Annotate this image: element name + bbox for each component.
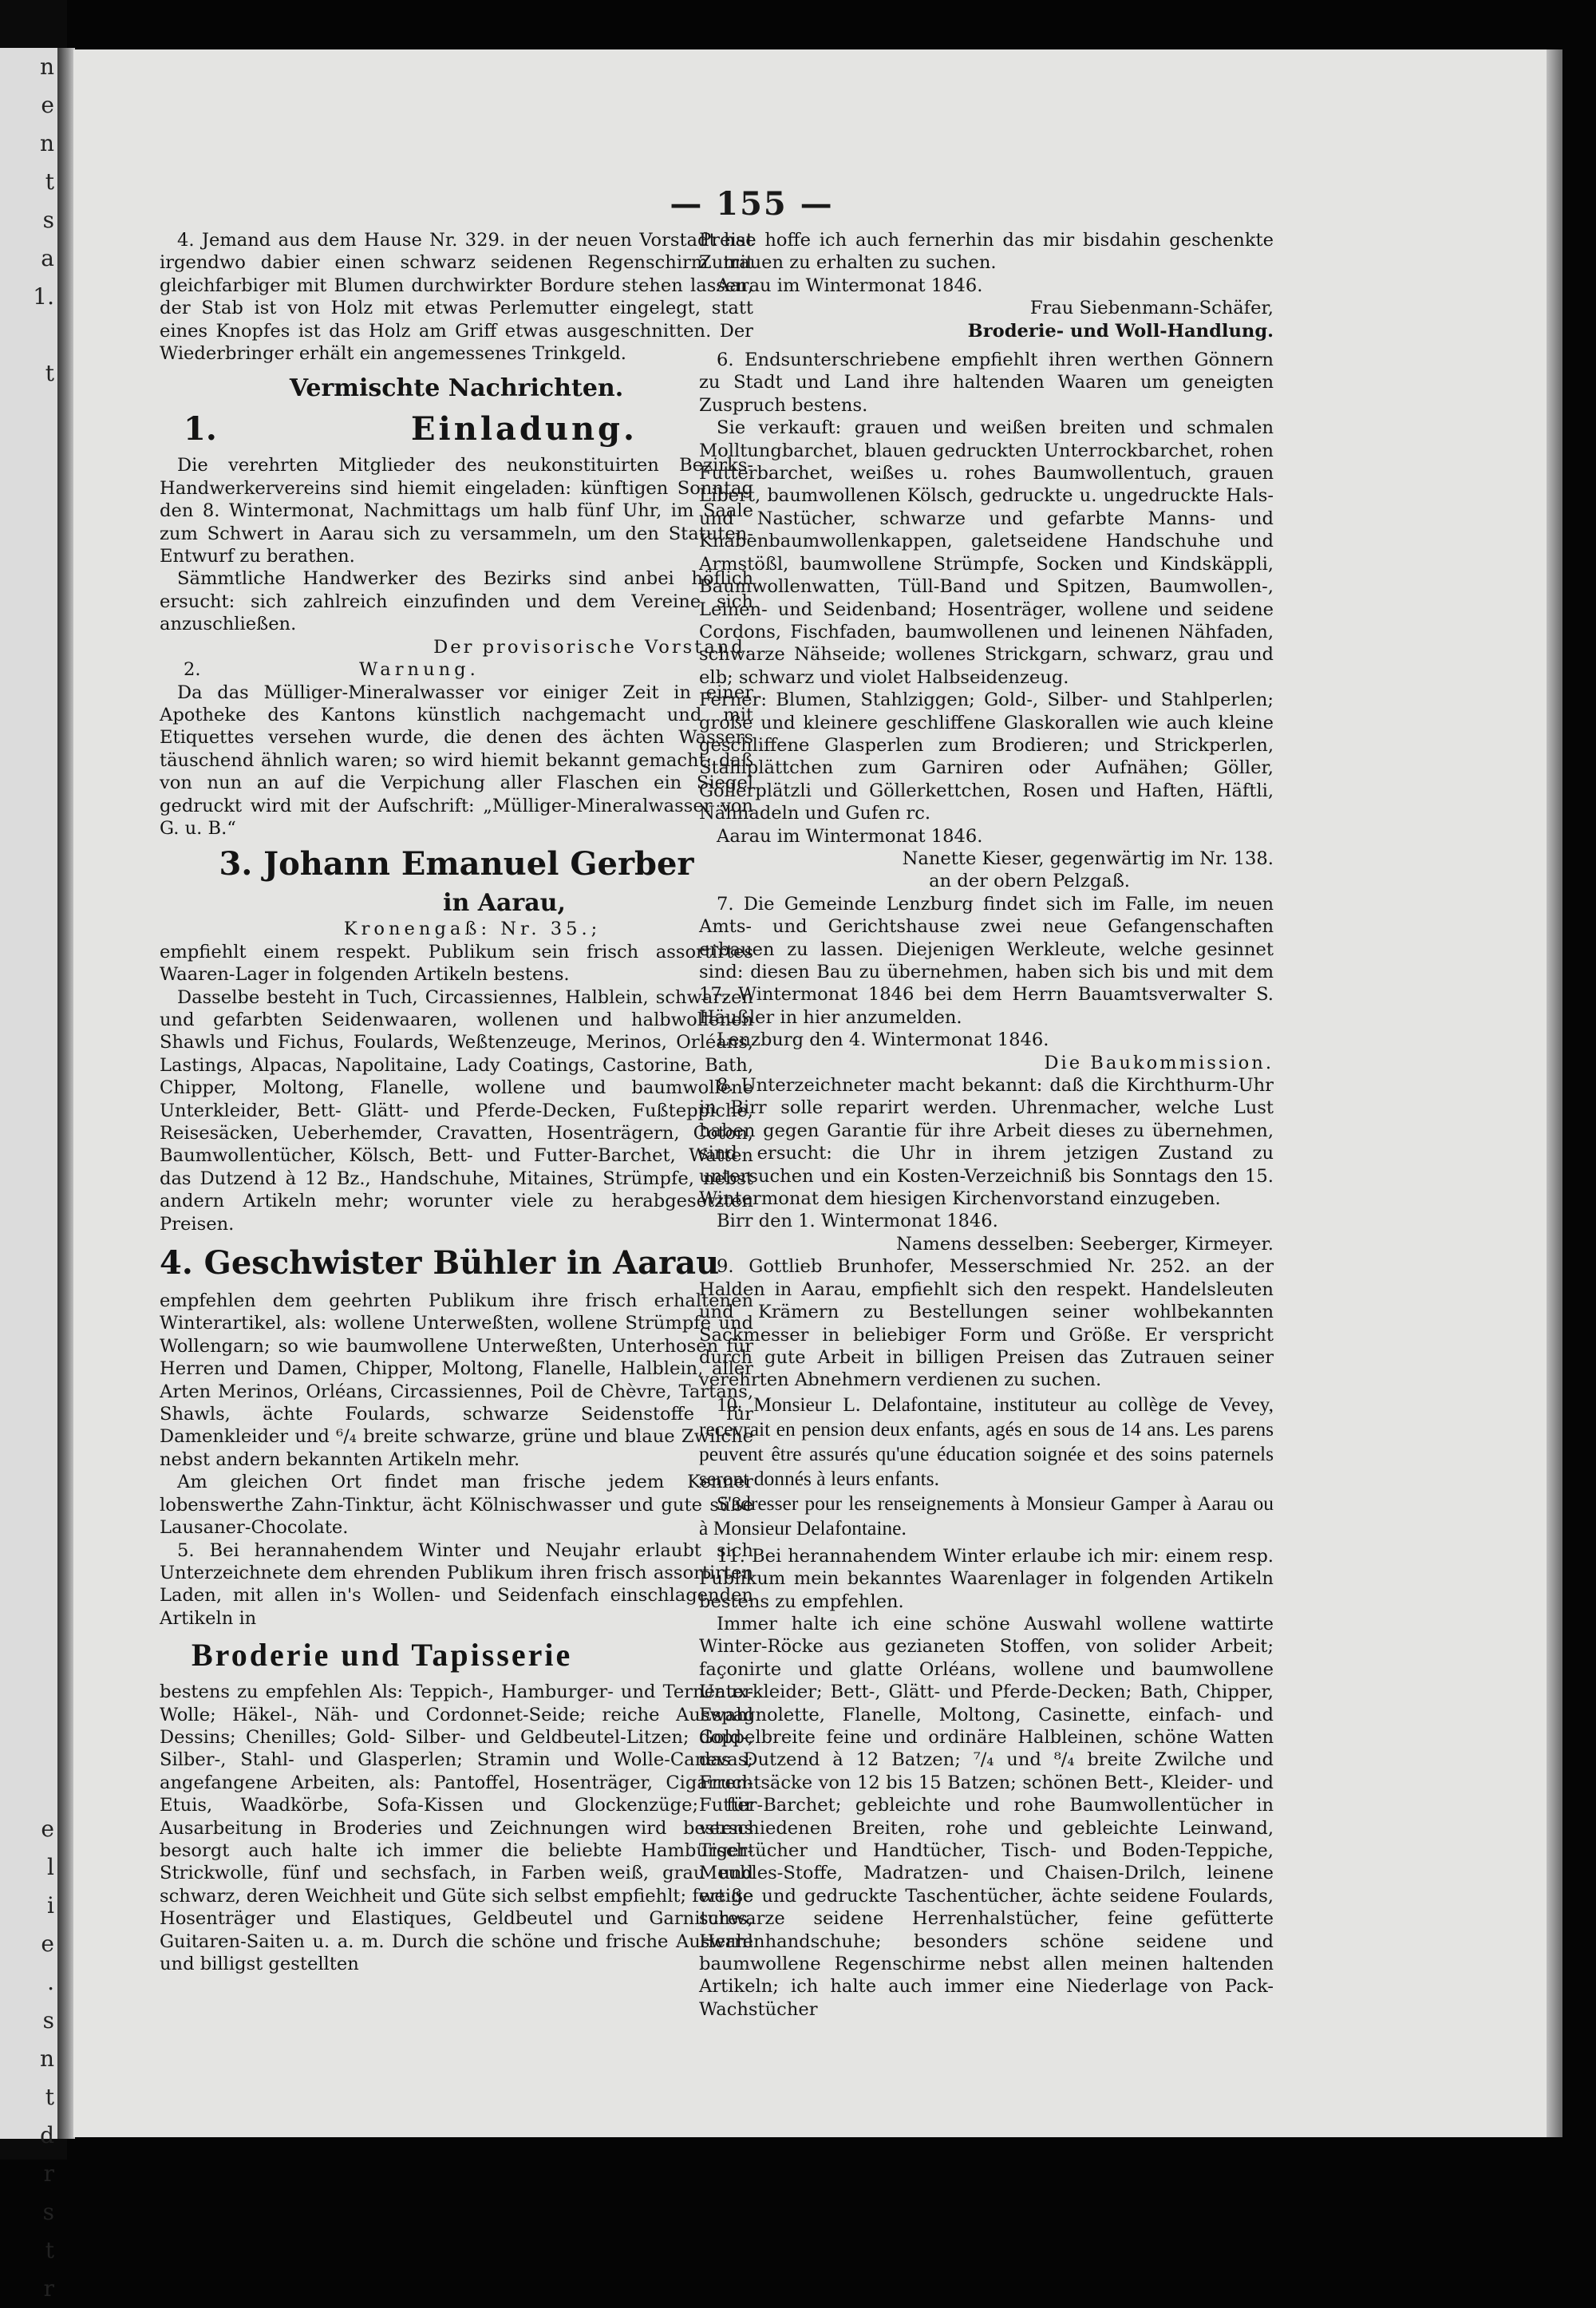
notice-6-intro: 6. Endsunterschriebene empfiehlt ihren werthen Gönnern zu Stadt und Land ihre haltenden Waaren um geneigten Zuspruch bestens. xyxy=(699,350,1274,416)
notice-6-text: Sie verkauft: grauen und weißen breiten und schmalen Molltungbarchet, blauen gedruckten Unterrockbarchet, rohen Futterbarchet, weißes u. rohes Baumwollentuch, grauen Libert, baumwollenen Kölsch, gedruckte u. ungedruckte Hals- und Nastücher, schwarze und gefarbte Manns- und Knabenbaumwollenkappen, galetseidene Handschuhe und Armstößl, baumwollene Strümpfe, Socken und Kindskäppli, Baumwollenwatten, Tüll-Band und Spitzen, Baumwollen-, Leinen- und Seidenband; Hosenträger, wollene und seidene Cordons, Fischfaden, baumwollenen und leinenen Nähfaden, schwarze Nähseide; wollenes Strickgarn, schwarz, grau und elb; schwarz und violet Halbseidenzeug. xyxy=(699,417,1274,688)
notice-10-address: S'adresser pour les renseignements à Monsieur Gamper à Aarau ou à Monsieur Delafontaine. xyxy=(699,1491,1274,1539)
buehler-text: empfehlen dem geehrten Publikum ihre frisch erhaltenen Winterartikel, als: wollene Unterweßten, wollene Strümpfe und Wollengarn; so wie baumwollene Unterweßten, Unterhosen für Herren und Damen, Chipper, Moltong, Flanelle, Halblein, aller Arten Merinos, Orléans, Circassiennes, Poil de Chèvre, Tartans, Shawls, ächte Foulards, schwarze Seidenstoffe für Damenkleider und ⁶/₄ breite schwarze, grüne und blaue Zwilche nebst andern bekannten Artikeln mehr. xyxy=(160,1290,753,1470)
notice-10-text: 10. Monsieur L. Delafontaine, instituteur au collège de Vevey, recevrait en pension deux enfants, agés en sous de 14 ans. Les parens peuvent être assurés qu'une éducation soignée et des soins paternels seront donnés à leurs enfants. xyxy=(699,1392,1274,1490)
notice-5-signature-name: Frau Siebenmann-Schäfer, xyxy=(1029,298,1274,319)
page-right-edge xyxy=(1547,49,1562,2137)
gerber-intro: empfiehlt einem respekt. Publikum sein frisch assortirtes Waaren-Lager in folgenden Artikeln bestens. xyxy=(160,941,753,986)
previous-page-edge-text: n e n t s a 1. t e l i e . s n t d r s t r xyxy=(33,53,54,2302)
notice-8-date: Birr den 1. Wintermonat 1846. xyxy=(717,1211,998,1232)
newspaper-page xyxy=(73,49,1547,2137)
gutter-shadow xyxy=(57,48,75,2139)
left-column xyxy=(160,229,753,1975)
notice-5-date: Aarau im Wintermonat 1846. xyxy=(717,275,983,296)
einladung-text-2: Sämmtliche Handwerker des Bezirks sind anbei höflich ersucht: sich zahlreich einzufinden und dem Vereine sich anzuschließen. xyxy=(160,568,753,635)
notice-5-continuation: Preise hoffe ich auch fernerhin das mir bisdahin geschenkte Zutrauen zu erhalten zu suchen. xyxy=(699,230,1274,274)
previous-page-edge xyxy=(0,48,57,2302)
warnung-title: Warnung. xyxy=(359,659,480,681)
notice-6-address: an der obern Pelzgaß. xyxy=(929,871,1130,892)
warnung-heading xyxy=(160,658,753,681)
notice-8-signature: Namens desselben: Seeberger, Kirmeyer. xyxy=(896,1233,1274,1255)
broderie-text: bestens zu empfehlen Als: Teppich-, Hamburger- und Terneaux-Wolle; Häkel-, Näh- und Cordonnet-Seide; reiche Auswahl Dessins; Chenilles; Gold- Silber- und Geldbeutel-Litzen; Gold-, Silber-, Stahl- und Glasperlen; Stramin und Wolle-Canevas; angefangene Arbeiten, als: Pantoffel, Hosenträger, Cigarren-Etuis, Waadkörbe, Sofa-Kissen und Glockenzüge; für Ausarbeitung in Broderies und Zeichnungen wird bestens besorgt auch halte ich immer die beliebte Hamburger-Strickwolle, fünf und sechsfach, in Farben weiß, grau und schwarz, deren Weichheit und Güte sich selbst empfiehlt; fertige Hosenträger und Elastiques, Geldbeutel und Garnitures, Guitaren-Saiten u. a. m. Durch die schöne und frische Auswahl und billigst gestellten xyxy=(160,1682,753,1974)
notice-9-text: 9. Gottlieb Brunhofer, Messerschmied Nr. 252. an der Halden in Aarau, empfiehlt sich den respekt. Handelsleuten und Krämern zu Bestellungen seiner wohlbekannten Sackmesser in beliebiger Form und Größe. Er verspricht durch gute Arbeit in billigen Preisen das Zutrauen seiner verehrten Abnehmern verdienen zu suchen. xyxy=(699,1256,1274,1391)
warnung-number: 2. xyxy=(184,659,201,681)
einladung-text: Die verehrten Mitglieder des neukonstituirten Bezirks-Handwerkervereins sind hiemit eingeladen: künftigen Sonntag den 8. Wintermonat, Nachmittags um halb fünf Uhr, im Saale zum Schwert in Aarau sich zu versammeln, um den Statuten-Entwurf zu berathen. xyxy=(160,455,753,567)
gerber-heading: 3. Johann Emanuel Gerber xyxy=(219,845,694,883)
buehler-text-2: Am gleichen Ort findet man frische jedem Kenner lobenswerthe Zahn-Tinktur, ächt Kölnischwasser und gute süße Lausaner-Chocolate. xyxy=(160,1472,753,1539)
right-column xyxy=(699,229,1274,2021)
einladung-number: 1. xyxy=(184,410,217,449)
page-number: — 155 — xyxy=(670,185,834,223)
notice-11-intro: 11. Bei herannahendem Winter erlaube ich mir: einem resp. Publikum mein bekanntes Waarenlager in folgenden Artikeln bestens zu empfehlen. xyxy=(699,1545,1274,1612)
gerber-text: Dasselbe besteht in Tuch, Circassiennes, Halblein, schwarzen und gefarbten Seidenwaaren, wollenen und halbwollenen Shawls und Fichus, Foulards, Weßtenzeuge, Merinos, Orléans, Lastings, Alpacas, Napolitaine, Lady Coatings, Castorine, Bath, Chipper, Moltong, Flanelle, wollene und baumwollene Unterkleider, Bett- Glätt- und Pferde-Decken, Fußteppiche, Reisesäcken, Ueberhemder, Cravatten, Hosenträgern, Coton, Baumwollentücher, Kölsch, Bett- und Futter-Barchet, Watten das Dutzend à 12 Bz., Handschuhe, Mitaines, Strümpfe, nebst andern Artikeln mehr; worunter viele zu herabgesetzten Preisen. xyxy=(160,986,753,1235)
notice-7-text: 7. Die Gemeinde Lenzburg findet sich im Falle, im neuen Amts- und Gerichtshause zwei neue Gefangenschaften erbauen zu lassen. Diejenigen Werkleute, welche gesinnet sind: diesen Bau zu übernehmen, haben sich bis und mit dem 17. Wintermonat 1846 bei dem Herrn Bauamtsverwalter S. Häußler in hier anzumelden. xyxy=(699,893,1274,1028)
notice-8-text: 8. Unterzeichneter macht bekannt: daß die Kirchthurm-Uhr in Birr solle reparirt werden. Uhrenmacher, welche Lust haben gegen Garantie für ihre Arbeit dieses zu übernehmen, sind ersucht: die Uhr in ihrem jetzigen Zustand zu untersuchen und ein Kosten-Verzeichniß bis Sonntags den 15. Wintermonat dem hiesigen Kirchenvorstand einzugeben. xyxy=(699,1075,1274,1210)
notice-7-date: Lenzburg den 4. Wintermonat 1846. xyxy=(717,1030,1049,1051)
notice-7-signature: Die Baukommission. xyxy=(1044,1052,1274,1073)
notice-6-date: Aarau im Wintermonat 1846. xyxy=(717,825,983,847)
warnung-text: Da das Mülliger-Mineralwasser vor einiger Zeit in einer Apotheke des Kantons künstlich nachgemacht und mit Etiquettes versehen wurde, die denen des ächten Wassers täuschend ähnlich waren; so wird hiemit bekannt gemacht: daß von nun an auf die Verpichung aller Flaschen ein Siegel gedruckt wird mit der Aufschrift: „Mülliger-Mineralwasser von G. u. B.“ xyxy=(160,682,753,839)
einladung-signature: Der provisorische Vorstand. xyxy=(433,636,753,658)
einladung-heading xyxy=(160,408,753,451)
section-heading: Vermischte Nachrichten. xyxy=(289,374,624,403)
notice-11-text: Immer halte ich eine schöne Auswahl wollene wattirte Winter-Röcke aus gezianeten Stoffen, von solider Arbeit; façonirte und glatte Orléans, wollene und baumwollene Unterkleider; Bett-, Glätt- und Pferde-Decken; Bath, Chipper, Espagnolette, Flanelle, Moltong, Casinette, einfach- und doppelbreite feine und ordinäre Halbleinen, schöne Watten das Dutzend à 12 Batzen; ⁷/₄ und ⁸/₄ breite Zwilche und Fruchtsäcke von 12 bis 15 Batzen; schönen Bett-, Kleider- und Futter-Barchet; gebleichte und rohe Baumwollentücher in verschiedenen Breiten, rohe und gebleichte Leinwand, Tischtücher und Handtücher, Tisch- und Boden-Teppiche, Meubles-Stoffe, Madratzen- und Chaisen-Drilch, leinene weiße und gedruckte Taschentücher, ächte seidene Foulards, schwarze seidene Herrenhalstücher, feine gefütterte Herrenhandschuhe; besonders schöne seidene und baumwollene Regenschirme nebst allen meinen haltenden Artikeln; ich halte auch immer eine Niederlage von Pack-Wachstücher xyxy=(699,1613,1274,2020)
gerber-address: Kronengaß: Nr. 35.; xyxy=(343,919,602,940)
gerber-place: in Aarau, xyxy=(443,889,566,918)
notice-5-intro: 5. Bei herannahendem Winter und Neujahr erlaubt sich Unterzeichnete dem ehrenden Publikum ihren frisch assortirten Laden, mit allen in's Wollen- und Seidenfach einschlagenden Artikeln in xyxy=(160,1539,753,1629)
notice-6-signature: Nanette Kieser, gegenwärtig im Nr. 138. xyxy=(902,848,1274,869)
notice-5-signature-shop: Broderie- und Woll-Handlung. xyxy=(967,320,1274,342)
notice-4-umbrella: 4. Jemand aus dem Hause Nr. 329. in der neuen Vorstadt hat irgendwo dabier einen schwarz seidenen Regenschirm mit gleichfarbiger mit Blumen durchwirkter Bordure stehen lassen, der Stab ist von Holz mit etwas Perlemutter eingelegt, statt eines Knopfes ist das Holz am Griff etwas ausgeschnitten. Der Wiederbringer erhält ein angemessenes Trinkgeld. xyxy=(160,230,753,365)
buehler-heading: 4. Geschwister Bühler in Aarau xyxy=(160,1244,720,1282)
notice-6-text-2: Ferner: Blumen, Stahlziggen; Gold-, Silber- und Stahlperlen; große und kleinere geschliffene Glaskorallen wie auch kleine geschliffene Glasperlen zum Brodieren; und Strickperlen, Stahlplättchen zum Garniren oder Aufnähen; Göller, Göllerplätzli und Göllerkettchen, Rosen und Haften, Häftli, Nähnadeln und Gufen rc. xyxy=(699,690,1274,824)
broderie-heading: Broderie und Tapisserie xyxy=(192,1637,573,1674)
einladung-title: Einladung. xyxy=(411,410,638,449)
